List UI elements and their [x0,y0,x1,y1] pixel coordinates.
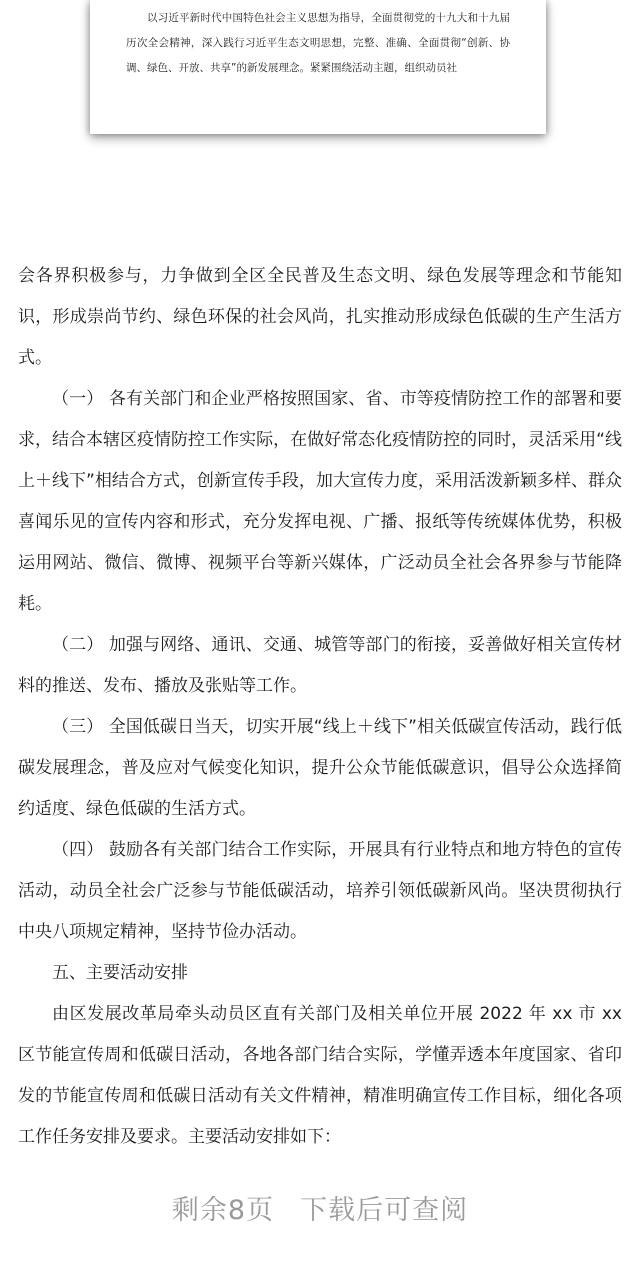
paragraph-activity-arrangement: 由区发展改革局牵头动员区直有关部门及相关单位开展 2022 年 xx 市 xx 区节能宣传周和低碳日活动，各地各部门结合实际，学懂弄透本年度国家、省印发的节能宣传周和低碳日活动有关文件精神，精准明确宣传工作目标，细化各项工作任务安排及要求。主要活动安排如下： [18,1004,622,1147]
download-to-read-more-button[interactable] [0,1188,640,1238]
paragraph-item-1: （一） 各有关部门和企业严格按照国家、省、市等疫情防控工作的部署和要求，结合本辖区疫情防控工作实际，在做好常态化疫情防控的同时，灵活采用“线上＋线下”相结合方式，创新宣传手段，加大宣传力度，采用活泼新颖多样、群众喜闻乐见的宣传内容和形式，充分发挥电视、广播、报纸等传统媒体优势，积极运用网站、微信、微博、视频平台等新兴媒体，广泛动员全社会各界参与节能降耗。 [18,389,622,614]
section-heading: 五、主要活动安排 [52,963,188,983]
paragraph-item-3: （三） 全国低碳日当天，切实开展“线上＋线下”相关低碳宣传活动，践行低碳发展理念，普及应对气候变化知识，提升公众节能低碳意识，倡导公众选择简约适度、绿色低碳的生活方式。 [18,717,622,819]
preview-card-text: 以习近平新时代中国特色社会主义思想为指导，全面贯彻党的十九大和十九届历次全会精神，深入践行习近平生态文明思想，完整、准确、全面贯彻“创新、协调、绿色、开放、共享”的新发展理念。紧紧围绕活动主题，组织动员社 [126,12,510,74]
paragraph-item-2: （二） 加强与网络、通讯、交通、城管等部门的衔接，妥善做好相关宣传材料的推送、发布、播放及张贴等工作。 [18,635,622,696]
paragraph-continued: 会各界积极参与，力争做到全区全民普及生态文明、绿色发展等理念和节能知识，形成崇尚节约、绿色环保的社会风尚，扎实推动形成绿色低碳的生产生活方式。 [18,266,622,368]
document-body [18,256,622,1158]
remaining-pages-label: 剩余8页 [171,1195,275,1226]
download-prompt-label: 下载后可查阅 [300,1195,469,1226]
paragraph-item-4: （四） 鼓励各有关部门结合工作实际，开展具有行业特点和地方特色的宣传活动，动员全社会广泛参与节能低碳活动，培养引领低碳新风尚。坚决贯彻执行中央八项规定精神，坚持节俭办活动。 [18,840,622,942]
document-preview-card [90,0,546,134]
